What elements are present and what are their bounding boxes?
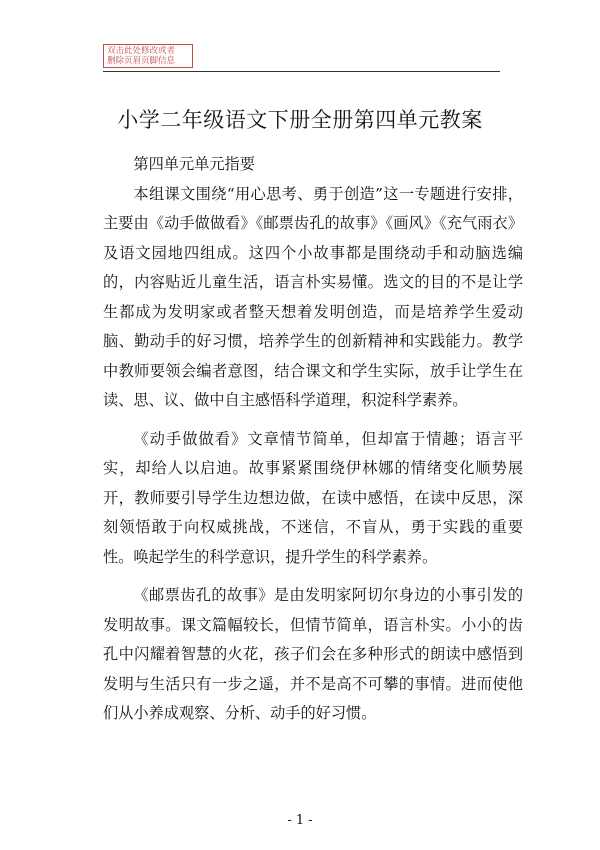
paragraph-3: 《邮票齿孔的故事》是由发明家阿切尔身边的小事引发的发明故事。课文篇幅较长，但情节简单，语言朴实。小小的齿孔中闪耀着智慧的火花，孩子们会在多种形式的朗读中感悟到发明与生活只有一步之遥，并不是高不可攀的事情。进而使他们从小养成观察、分析、动手的好习惯。	[103, 586, 523, 722]
edit-hint-line-2: 删除页眉页脚信息	[107, 56, 176, 66]
edit-hint-line-1: 双击此处修改或者	[107, 46, 176, 56]
edit-header-hint-box[interactable]	[103, 44, 193, 68]
paragraph-1: 本组课文围绕“用心思考、勇于创造”这一专题进行安排，主要由《动手做做看》《邮票齿孔的故事》《画风》《充气雨衣》及语文园地四组成。这四个小故事都是围绕动手和动脑选编的，内容贴近儿童生活，语言朴实易懂。选文的目的不是让学生都成为发明家或者整天想着发明创造，而是培养学生爱动脑、勤动手的好习惯，培养学生的创新精神和实践能力。教学中教师要领会编者意图，结合课文和学生实际，放手让学生在读、思、议、做中自主感悟科学道理，积淀科学素养。	[103, 184, 523, 409]
page-number: - 1 -	[287, 813, 313, 828]
document-title: 小学二年级语文下册全册第四单元教案	[117, 108, 483, 132]
document-body	[103, 150, 523, 729]
paragraph-2: 《动手做做看》文章情节简单，但却富于情趣；语言平实，却给人以启迪。故事紧紧围绕伊林娜的情绪变化顺势展开，教师要引导学生边想边做，在读中感悟，在读中反思，深刻领悟敢于向权威挑战，不迷信，不盲从，勇于实践的重要性。唤起学生的科学意识，提升学生的科学素养。	[103, 429, 523, 566]
section-heading: 第四单元单元指要	[133, 155, 255, 173]
header-divider	[103, 71, 500, 72]
